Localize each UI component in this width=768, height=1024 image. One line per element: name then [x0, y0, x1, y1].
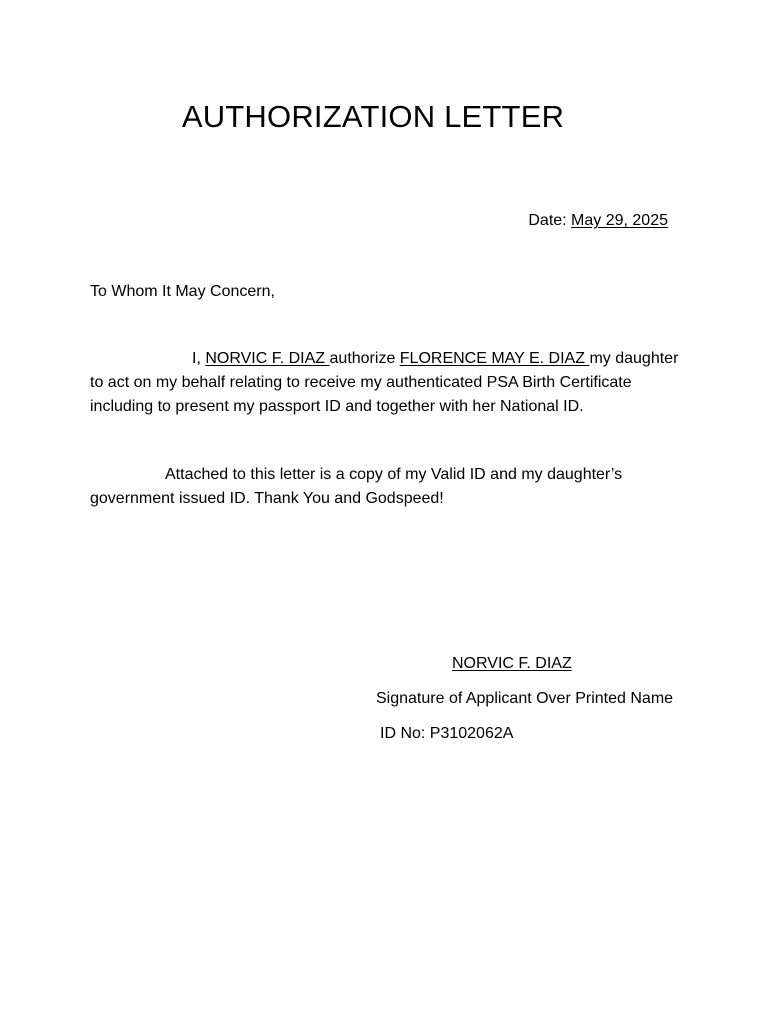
signature-caption: Signature of Applicant Over Printed Name [376, 690, 674, 707]
p1-rest: my daughter to act on my behalf relating to receive my authenticated PSA Birth Certificate including to present my passport ID and together with her National ID. [90, 350, 679, 415]
date-label: Date: [528, 212, 572, 229]
letter-title: AUTHORIZATION LETTER [181, 99, 565, 134]
signatory-name: NORVIC F. DIAZ [452, 655, 572, 672]
authorizer-name: NORVIC F. DIAZ [205, 350, 330, 367]
authorized-person-name: FLORENCE MAY E. DIAZ [399, 350, 590, 367]
p1-prefix: I, [192, 350, 206, 367]
date-line [528, 210, 668, 232]
body-paragraph-attachment: Attached to this letter is a copy of my Valid ID and my daughter’s government issued ID. Thank You and Godspeed! [90, 466, 623, 507]
date-value: May 29, 2025 [571, 212, 668, 229]
id-number: ID No: P3102062A [380, 725, 514, 742]
p1-mid: authorize [329, 350, 400, 367]
body-paragraph-authorization [90, 347, 690, 419]
salutation: To Whom It May Concern, [90, 283, 275, 300]
